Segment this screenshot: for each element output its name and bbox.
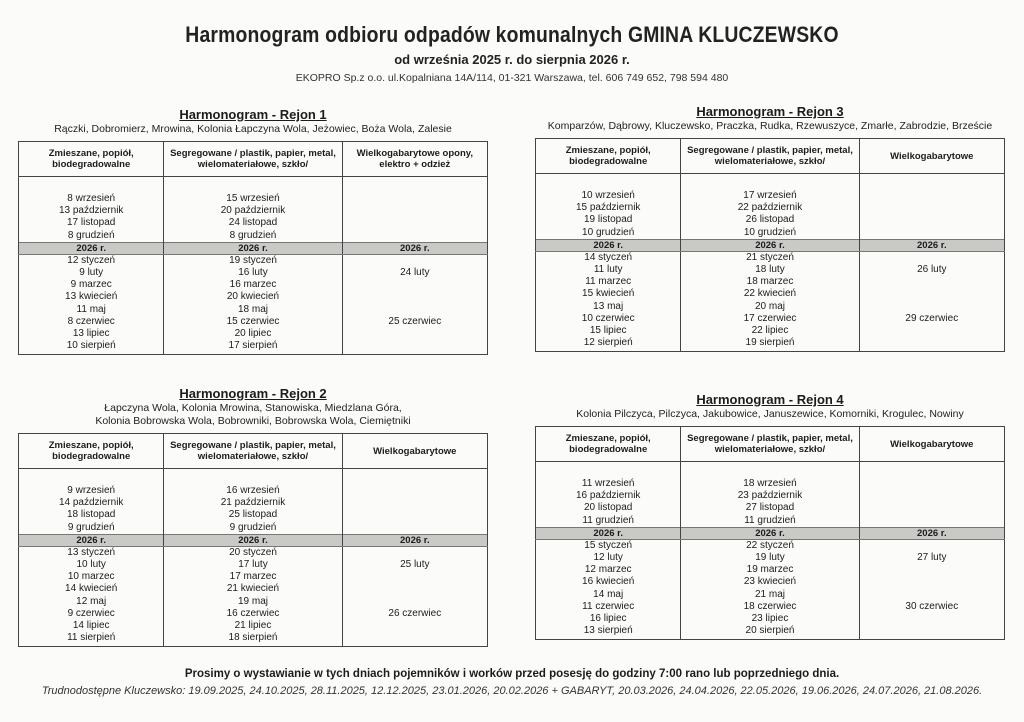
date-entry: 20 listopad [584, 502, 633, 514]
date-entry: 14 styczeń [584, 251, 633, 263]
date-entry: 9 grudzień [229, 521, 277, 533]
column-header: Zmieszane, popiół, biodegradowalne [19, 434, 164, 469]
date-entry: 12 marzec [584, 564, 632, 576]
schedule-table [18, 141, 488, 355]
bulky-2025-cell [859, 462, 1004, 528]
bulky-date [345, 596, 485, 608]
date-entry: 21 maj [754, 588, 785, 600]
date-entry: 22 październik [737, 202, 803, 214]
segregated-2026-cell [681, 251, 859, 352]
region-title: Harmonogram - Rejon 4 [696, 392, 844, 407]
date-entry: 11 maj [76, 303, 106, 315]
date-entry: 14 październik [58, 497, 124, 509]
date-entry: 18 listopad [67, 509, 116, 521]
date-entry: 9 czerwiec [67, 607, 115, 619]
date-entry: 15 lipiec [589, 325, 627, 337]
mixed-2026-cell [19, 254, 164, 355]
date-entry: 20 lipiec [234, 328, 272, 340]
bulky-date [862, 252, 1002, 264]
date-entry: 10 grudzień [743, 226, 797, 238]
segregated-2026-cell [164, 254, 342, 355]
segregated-2025-cell [681, 462, 859, 528]
date-entry: 9 luty [79, 267, 104, 279]
date-entry: 8 wrzesień [67, 193, 116, 204]
date-entry: 19 maj [237, 595, 268, 607]
region-places: Kolonia Bobrowska Wola, Bobrowniki, Bobrowska Wola, Ciemiętniki [95, 415, 411, 427]
date-entry: 19 luty [755, 552, 785, 564]
year-separator: 2026 r. [681, 527, 859, 539]
date-entry: 20 maj [754, 300, 785, 312]
date-entry: 12 sierpień [583, 337, 633, 349]
column-header: Zmieszane, popiół, biodegradowalne [536, 427, 681, 462]
year-separator: 2026 r. [859, 239, 1004, 251]
bulky-date: 30 czerwiec [905, 600, 959, 612]
region-places: Rączki, Dobromierz, Mrowina, Kolonia Łapczyna Wola, Jeżowiec, Boża Wola, Zalesie [54, 123, 452, 135]
bulky-2026-cell [342, 254, 487, 355]
region-2 [18, 386, 488, 647]
date-entry: 8 czerwiec [67, 315, 115, 327]
column-header: Wielkogabarytowe [342, 434, 487, 469]
date-entry: 12 luty [593, 552, 623, 564]
document-subtitle: od września 2025 r. do sierpnia 2026 r. [394, 52, 630, 67]
date-entry: 21 lipiec [234, 620, 272, 632]
column-header: Segregowane / plastik, papier, metal, wielomateriałowe, szkło/ [681, 427, 859, 462]
bulky-date [345, 547, 485, 559]
date-entry: 20 sierpień [745, 625, 795, 637]
segregated-2026-cell [681, 539, 859, 640]
date-entry: 17 luty [238, 559, 268, 571]
segregated-2026-cell [164, 546, 342, 647]
bulky-2025-cell [342, 469, 487, 535]
date-entry: 8 grudzień [67, 229, 115, 241]
date-entry: 12 maj [76, 595, 107, 607]
date-entry: 15 październik [575, 202, 641, 214]
date-entry: 20 październik [220, 205, 286, 217]
date-entry: 22 styczeń [746, 539, 794, 551]
date-entry: 15 wrzesień [226, 193, 280, 204]
region-4 [535, 392, 1005, 640]
column-header: Wielkogabarytowe [859, 427, 1004, 462]
date-entry: 9 marzec [70, 279, 112, 291]
date-entry: 22 kwiecień [743, 288, 797, 300]
date-entry: 15 styczeń [584, 539, 633, 551]
date-entry: 19 styczeń [229, 254, 277, 266]
column-header: Wielkogabarytowe opony, elektro + odzież [342, 142, 487, 177]
segregated-2025-cell [164, 177, 342, 243]
region-title: Harmonogram - Rejon 1 [179, 107, 327, 122]
date-entry: 18 wrzesień [743, 478, 797, 489]
bulky-2026-cell [859, 539, 1004, 640]
bulky-date [862, 576, 1002, 588]
date-entry: 16 czerwiec [226, 607, 280, 619]
date-entry: 18 maj [237, 303, 268, 315]
bulky-date [862, 589, 1002, 601]
date-entry: 10 sierpień [66, 340, 116, 352]
date-entry: 18 marzec [746, 276, 794, 288]
schedule-table [535, 138, 1005, 352]
date-entry: 9 wrzesień [67, 485, 116, 496]
date-entry: 18 sierpień [228, 632, 278, 644]
date-entry: 13 kwiecień [65, 291, 118, 303]
region-places: Komparzów, Dąbrowy, Kluczewsko, Praczka, Rudka, Rzewuszyce, Zmarłe, Zabrodzie, Brzeście [547, 120, 993, 132]
date-entry: 16 październik [575, 490, 641, 502]
bulky-date [862, 276, 1002, 288]
date-entry: 21 styczeń [746, 251, 794, 263]
bulky-date [345, 583, 485, 595]
date-entry: 20 styczeń [229, 546, 277, 558]
region-1 [18, 107, 488, 355]
date-entry: 8 grudzień [229, 229, 277, 241]
bulky-date [862, 288, 1002, 300]
date-entry: 11 czerwiec [582, 600, 635, 612]
bulky-date [345, 632, 485, 644]
date-entry: 17 sierpień [228, 340, 278, 352]
column-header: Segregowane / plastik, papier, metal, wielomateriałowe, szkło/ [164, 142, 342, 177]
year-separator: 2026 r. [859, 527, 1004, 539]
date-entry: 26 listopad [745, 214, 795, 226]
bulky-2026-cell [342, 546, 487, 647]
year-separator: 2026 r. [681, 239, 859, 251]
date-entry: 13 październik [58, 205, 124, 217]
column-header: Zmieszane, popiół, biodegradowalne [19, 142, 164, 177]
date-entry: 23 lipiec [751, 613, 789, 625]
year-separator: 2026 r. [19, 242, 164, 254]
region-title: Harmonogram - Rejon 3 [696, 104, 844, 119]
date-entry: 13 maj [593, 300, 624, 312]
bulky-date [862, 325, 1002, 337]
date-entry: 17 czerwiec [743, 312, 797, 324]
date-entry: 19 sierpień [745, 337, 795, 349]
date-entry: 10 grudzień [582, 226, 635, 238]
date-entry: 13 styczeń [67, 546, 116, 558]
date-entry: 11 grudzień [744, 514, 796, 526]
date-entry: 16 luty [238, 267, 268, 279]
date-entry: 24 listopad [228, 217, 278, 229]
date-entry: 17 listopad [67, 217, 116, 229]
bulky-date [345, 279, 485, 291]
date-entry: 17 wrzesień [743, 190, 797, 201]
mixed-2026-cell [536, 539, 681, 640]
date-entry: 16 lipiec [589, 613, 627, 625]
date-entry: 14 lipiec [72, 620, 110, 632]
date-entry: 11 luty [593, 264, 623, 276]
bulky-2025-cell [342, 177, 487, 243]
date-entry: 25 listopad [228, 509, 278, 521]
date-entry: 15 czerwiec [226, 315, 280, 327]
year-separator: 2026 r. [19, 534, 164, 546]
bulky-date: 27 luty [917, 552, 947, 564]
bulky-date [862, 625, 1002, 637]
date-entry: 10 czerwiec [581, 312, 635, 324]
year-separator: 2026 r. [342, 242, 487, 254]
year-separator: 2026 r. [164, 534, 342, 546]
date-entry: 16 wrzesień [226, 485, 280, 496]
date-entry: 22 lipiec [751, 325, 789, 337]
bulky-date [345, 291, 485, 303]
mixed-2025-cell [536, 462, 681, 528]
date-entry: 21 październik [220, 497, 286, 509]
bulky-date [345, 304, 485, 316]
bulky-date [862, 337, 1002, 349]
bulky-date [345, 571, 485, 583]
region-3 [535, 104, 1005, 352]
date-entry: 23 kwiecień [743, 576, 797, 588]
date-entry: 15 kwiecień [582, 288, 635, 300]
document-title: Harmonogram odbioru odpadów komunalnych GMINA KLUCZEWSKO [185, 22, 839, 47]
bulky-2026-cell [859, 251, 1004, 352]
bulky-date: 29 czerwiec [905, 312, 959, 324]
bulky-date: 24 luty [400, 267, 430, 279]
region-places: Łapczyna Wola, Kolonia Mrowina, Stanowiska, Miedzlana Góra, [104, 402, 402, 414]
mixed-2025-cell [19, 469, 164, 535]
region-title: Harmonogram - Rejon 2 [179, 386, 327, 401]
bulky-date [345, 620, 485, 632]
schedule-table [18, 433, 488, 647]
bulky-2025-cell [859, 174, 1004, 240]
bulky-date [345, 328, 485, 340]
date-entry: 10 wrzesień [581, 190, 635, 201]
date-entry: 13 lipiec [72, 328, 110, 340]
company-info: EKOPRO Sp.z o.o. ul.Kopalniana 14A/114, 01-321 Warszawa, tel. 606 749 652, 798 594 480 [295, 72, 729, 84]
bulky-date [345, 340, 485, 352]
date-entry: 14 maj [593, 588, 624, 600]
date-entry: 17 marzec [229, 571, 277, 583]
bulky-date [345, 255, 485, 267]
bulky-date: 25 luty [400, 559, 430, 571]
mixed-2025-cell [536, 174, 681, 240]
mixed-2026-cell [19, 546, 164, 647]
year-separator: 2026 r. [164, 242, 342, 254]
collection-notice: Prosimy o wystawianie w tych dniach pojemników i worków przed posesję do godziny 7:00 rano lub poprzedniego dnia. [184, 668, 840, 680]
year-separator: 2026 r. [342, 534, 487, 546]
column-header: Wielkogabarytowe [859, 139, 1004, 174]
date-entry: 16 marzec [229, 279, 277, 291]
mixed-2025-cell [19, 177, 164, 243]
date-entry: 13 sierpień [583, 625, 633, 637]
date-entry: 20 kwiecień [226, 291, 280, 303]
bulky-date: 25 czerwiec [388, 315, 442, 327]
bulky-date: 26 luty [917, 264, 947, 276]
date-entry: 9 grudzień [67, 521, 115, 533]
date-entry: 16 kwiecień [582, 576, 635, 588]
date-entry: 21 kwiecień [226, 583, 280, 595]
date-entry: 18 luty [755, 264, 785, 276]
date-entry: 11 marzec [585, 276, 632, 288]
schedule-table [535, 426, 1005, 640]
bulky-date [862, 613, 1002, 625]
date-entry: 23 październik [737, 490, 803, 502]
date-entry: 10 luty [76, 559, 106, 571]
date-entry: 19 listopad [584, 214, 633, 226]
date-entry: 11 grudzień [582, 514, 634, 526]
column-header: Segregowane / plastik, papier, metal, wielomateriałowe, szkło/ [681, 139, 859, 174]
bulky-date [862, 540, 1002, 552]
date-entry: 10 marzec [67, 571, 115, 583]
year-separator: 2026 r. [536, 239, 681, 251]
bulky-date [862, 301, 1002, 313]
date-entry: 11 wrzesień [581, 478, 635, 489]
segregated-2025-cell [681, 174, 859, 240]
column-header: Zmieszane, popiół, biodegradowalne [536, 139, 681, 174]
date-entry: 11 sierpień [67, 632, 116, 644]
segregated-2025-cell [164, 469, 342, 535]
column-header: Segregowane / plastik, papier, metal, wielomateriałowe, szkło/ [164, 434, 342, 469]
date-entry: 14 kwiecień [65, 583, 118, 595]
mixed-2026-cell [536, 251, 681, 352]
date-entry: 27 listopad [745, 502, 795, 514]
year-separator: 2026 r. [536, 527, 681, 539]
bulky-date: 26 czerwiec [388, 607, 442, 619]
date-entry: 19 marzec [746, 564, 794, 576]
region-places: Kolonia Pilczyca, Pilczyca, Jakubowice, Januszewice, Komorniki, Krogulec, Nowiny [576, 408, 964, 420]
hard-to-reach-dates: Trudnodostępne Kluczewsko: 19.09.2025, 24.10.2025, 28.11.2025, 12.12.2025, 23.01.2026, 20.02.2026 + GABARYT, 20.03.2026, 24.04.2026, 22.05.2026, 19.06.2026, 24.07.2026, 21.08.2026. [41, 685, 983, 697]
bulky-date [862, 564, 1002, 576]
date-entry: 12 styczeń [67, 254, 116, 266]
date-entry: 18 czerwiec [743, 600, 797, 612]
